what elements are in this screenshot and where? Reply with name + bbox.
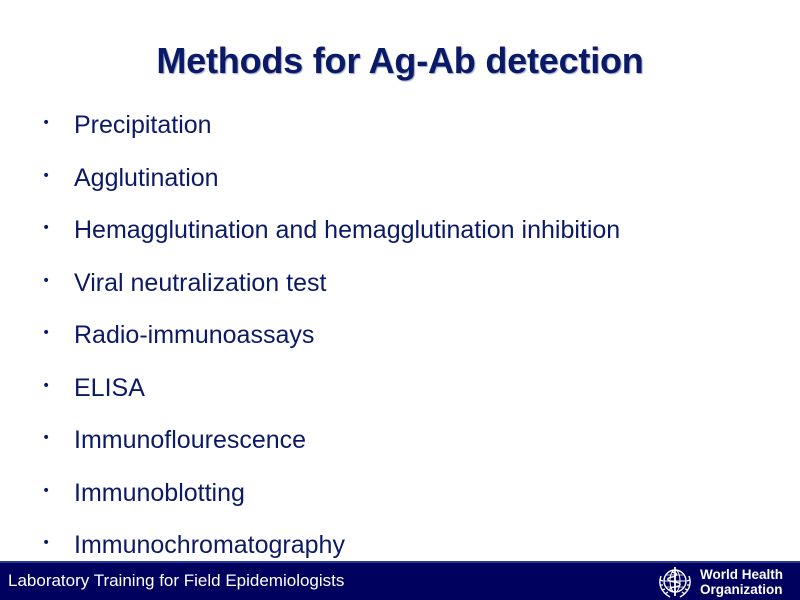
- list-item: [42, 476, 620, 529]
- list-item: [42, 213, 620, 266]
- bullet-text: Agglutination: [74, 163, 219, 192]
- bullet-icon: •: [42, 115, 51, 131]
- footer-bar: [0, 561, 800, 600]
- bullet-text: Viral neutralization test: [74, 268, 327, 297]
- bullet-icon: •: [42, 167, 51, 184]
- slide-title: Methods for Ag-Ab detection: [156, 40, 644, 81]
- bullet-text: Immunoflourescence: [74, 426, 307, 454]
- bullet-text: Hemagglutination and hemagglutination inhibition: [74, 216, 621, 244]
- footer-text: Laboratory Training for Field Epidemiologists: [8, 571, 345, 590]
- bullet-icon: •: [42, 377, 51, 394]
- list-item: [42, 423, 620, 476]
- bullet-text: Immunochromatography: [74, 531, 345, 559]
- bullet-text: Immunoblotting: [74, 478, 245, 507]
- bullet-icon: •: [42, 272, 51, 289]
- list-item: [42, 108, 620, 161]
- bullet-list: [42, 108, 620, 581]
- who-wordmark: [700, 567, 783, 597]
- bullet-icon: •: [42, 482, 51, 499]
- bullet-icon: •: [42, 325, 51, 341]
- bullet-text: ELISA: [74, 373, 145, 402]
- list-item: [42, 161, 620, 214]
- who-logo: [656, 564, 783, 600]
- who-wordmark-line1: World Health: [700, 567, 784, 582]
- bullet-text: Radio-immunoassays: [74, 321, 315, 349]
- bullet-icon: •: [42, 430, 51, 446]
- list-item: [42, 371, 620, 424]
- list-item: [42, 266, 620, 319]
- who-emblem-icon: [656, 564, 694, 600]
- bullet-text: Precipitation: [74, 111, 212, 139]
- who-wordmark-line2: Organization: [700, 582, 783, 597]
- list-item: [42, 318, 620, 371]
- bullet-icon: •: [42, 535, 51, 551]
- bullet-icon: •: [42, 220, 51, 236]
